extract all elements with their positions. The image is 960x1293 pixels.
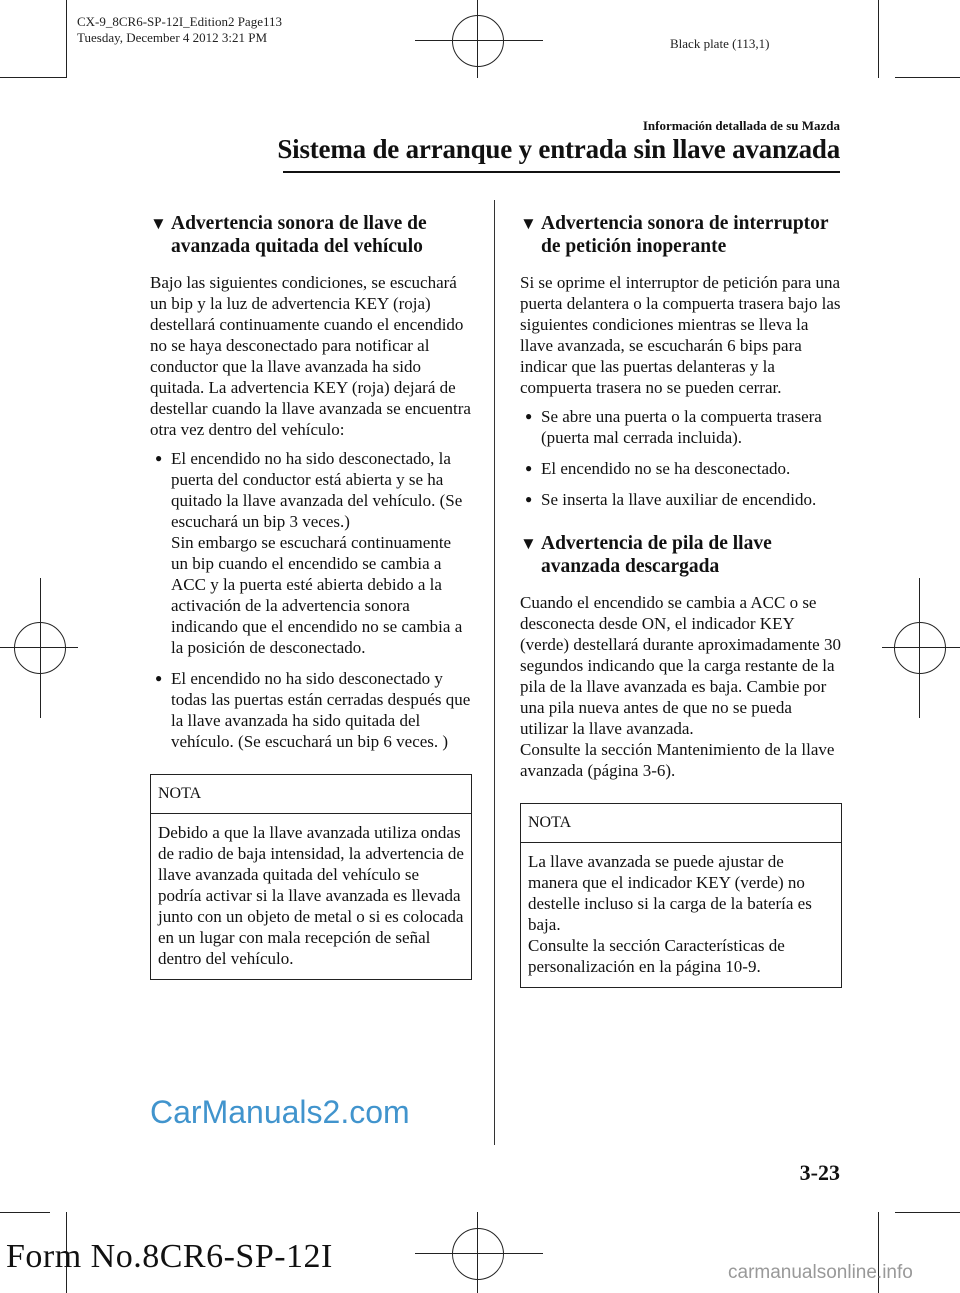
- print-metadata-file: CX-9_8CR6-SP-12I_Edition2 Page113: [77, 14, 282, 29]
- list-item-text: El encendido no ha sido desconectado, la puerta del conductor está abierta y se ha quitado la llave avanzada del vehículo. (Se escuchará un bip 3 veces.): [171, 449, 463, 531]
- page-number: 3-23: [799, 1160, 840, 1185]
- bullet-icon: ●: [525, 409, 533, 423]
- triangle-down-icon: ▼: [520, 534, 537, 553]
- bullet-icon: ●: [525, 461, 533, 475]
- note-label: NOTA: [521, 804, 841, 843]
- bullet-icon: ●: [525, 492, 533, 506]
- page-title: Sistema de arranque y entrada sin llave avanzada: [277, 134, 840, 164]
- list-item-text: El encendido no se ha desconectado.: [541, 459, 791, 478]
- left-column: [150, 212, 472, 1000]
- list-item-text: Se abre una puerta o la compuerta trasera (puerta mal cerrada incluida).: [541, 407, 822, 447]
- section-label: Información detallada de su Mazda: [642, 118, 840, 133]
- crop-mark-top-right-horizontal: [895, 77, 960, 78]
- column-divider: [494, 200, 495, 1145]
- form-number: Form No.8CR6-SP-12I: [6, 1238, 333, 1275]
- bullet-icon: ●: [155, 671, 163, 685]
- note-label: NOTA: [151, 775, 471, 814]
- note-text: Debido a que la llave avanzada utiliza ondas de radio de baja intensidad, la advertencia de llave avanzada quitada del vehículo se podría activar si la llave avanzada es llevada junto con un objeto de metal o si es colocada en un lugar con mala recepción de señal dentro del vehículo.: [158, 823, 464, 968]
- right-column: [520, 212, 842, 1008]
- crop-mark-top-left-horizontal: [0, 77, 66, 78]
- request-switch-intro: Si se oprime el interruptor de petición para una puerta delantera o la compuerta trasera bajo las siguientes condiciones mientras se lleva la llave avanzada, se escucharán 6 bips para indicar que las puertas delanteras y la compuerta trasera no se pueden cerrar.: [520, 273, 841, 397]
- key-removed-intro: Bajo las siguientes condiciones, se escuchará un bip y la luz de advertencia KEY (roja) destellará continuamente cuando el encendido no se haya desconectado para notificar al conductor que la llave avanzada ha sido quitada. La advertencia KEY (roja) dejará de destellar cuando la llave avanzada se encuentra otra vez dentro del vehículo:: [150, 273, 471, 439]
- crop-mark-top-right-vertical: [878, 0, 879, 78]
- bullet-icon: ●: [155, 451, 163, 465]
- battery-low-reference: Consulte la sección Mantenimiento de la llave avanzada (página 3-6).: [520, 740, 835, 780]
- list-item-extra: Sin embargo se escuchará continuamente un bip cuando el encendido se cambia a ACC y la puerta esté abierta debido a la activación de la advertencia sonora indicando que el encendido no se cambia a la posición de desconectado.: [171, 533, 463, 657]
- list-item: [150, 448, 472, 658]
- title-rule: [283, 171, 840, 173]
- heading-key-removed-warning: ▼ Advertencia sonora de llave de avanzada quitada del vehículo: [150, 213, 427, 257]
- note-box-right: [520, 803, 842, 988]
- note-text: La llave avanzada se puede ajustar de manera que el indicador KEY (verde) no destelle incluso si la carga de la batería es baja. Consulte la sección Características de personalización en la página 10-9.: [528, 852, 812, 976]
- crop-mark-bottom-left-horizontal: [0, 1212, 50, 1213]
- battery-low-intro: Cuando el encendido se cambia a ACC o se desconecta desde ON, el indicador KEY (verde) destellará durante aproximadamente 30 segundos indicando que la carga restante de la pila de la llave avanzada es baja. Cambie por una pila nueva antes de que no se pueda utilizar la llave avanzada.: [520, 593, 841, 738]
- list-item: [150, 668, 472, 752]
- note-box-left: [150, 774, 472, 980]
- list-item-text: Se inserta la llave auxiliar de encendido.: [541, 490, 817, 509]
- heading-request-switch-warning: ▼ Advertencia sonora de interruptor de petición inoperante: [520, 213, 829, 257]
- list-item: [520, 458, 842, 479]
- triangle-down-icon: ▼: [150, 214, 167, 233]
- watermark-carmanuals2: CarManuals2.com: [150, 1094, 410, 1130]
- key-removed-conditions: [150, 448, 472, 752]
- print-metadata: [77, 14, 282, 46]
- list-item: [520, 489, 842, 510]
- request-switch-conditions: [520, 406, 842, 510]
- watermark-carmanualsonline: carmanualsonline.info: [728, 1262, 913, 1283]
- triangle-down-icon: ▼: [520, 214, 537, 233]
- print-metadata-date: Tuesday, December 4 2012 3:21 PM: [77, 30, 268, 45]
- list-item: [520, 406, 842, 448]
- heading-battery-low-warning: ▼ Advertencia de pila de llave avanzada descargada: [520, 533, 772, 577]
- plate-label: Black plate (113,1): [670, 36, 770, 51]
- crop-mark-top-left-vertical: [66, 0, 67, 78]
- list-item-text: El encendido no ha sido desconectado y todas las puertas están cerradas después que la llave avanzada ha sido quitada del vehículo. (Se escuchará un bip 6 veces. ): [171, 669, 471, 751]
- crop-mark-bottom-right-horizontal: [895, 1212, 960, 1213]
